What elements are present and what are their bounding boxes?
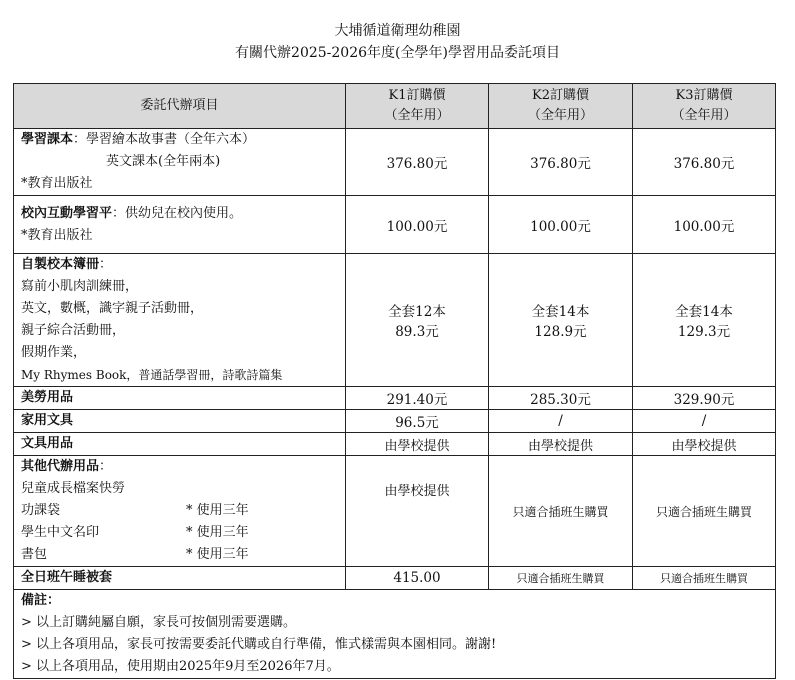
notes-row	[14, 590, 776, 679]
school-name: 大埔循道衛理幼稚園	[334, 23, 461, 39]
home-k3: /	[633, 410, 776, 433]
school-books-k2-price: 128.9元	[534, 324, 587, 340]
note-2: > 以上各項用品，家長可按需要委託代購或自行準備，惟式樣需與本園相同。謝謝!	[21, 637, 497, 652]
platform-publisher: *教育出版社	[21, 227, 93, 243]
school-books-k3-price: 129.3元	[677, 324, 731, 340]
home-k2: /	[489, 410, 633, 433]
school-books-label: 自製校本簿冊	[21, 257, 100, 272]
header-k3-line1: K3訂購價	[675, 88, 733, 103]
table-row	[14, 387, 776, 410]
platform-k1: 100.00元	[346, 196, 489, 254]
school-books-k1	[346, 254, 489, 387]
other-k2: 只適合插班生購買	[489, 456, 633, 567]
other-schoolbag: 書包	[21, 547, 48, 562]
items-table	[13, 83, 776, 679]
notes-title: 備註	[21, 593, 48, 608]
note-3: > 以上各項用品，使用期由2025年9月至2026年7月。	[21, 659, 340, 674]
platform-cell	[14, 196, 346, 254]
other-k1: 由學校提供	[346, 456, 489, 567]
nap-k1: 415.00	[346, 567, 489, 590]
textbooks-line1: 學習繪本故事書（全年六本）	[86, 132, 256, 147]
table-row	[14, 433, 776, 456]
document-title: 有關代辦2025-2026年度(全學年)學習用品委託項目	[235, 45, 560, 61]
other-label: 其他代辦用品	[21, 459, 100, 474]
other-name-note: * 使用三年	[186, 525, 249, 540]
school-books-k1-set: 全套12本	[388, 304, 446, 320]
other-schoolbag-note: * 使用三年	[186, 547, 249, 562]
other-k3: 只適合插班生購買	[633, 456, 776, 567]
home-k1: 96.5元	[346, 410, 489, 433]
platform-label: 校內互動學習平	[21, 205, 113, 221]
header-k2	[489, 84, 633, 129]
textbooks-colon: ：	[73, 132, 87, 147]
stationery-k3: 由學校提供	[633, 433, 776, 456]
other-cell	[14, 456, 346, 567]
stationery-k1: 由學校提供	[346, 433, 489, 456]
other-name-stamp: 學生中文名印	[21, 525, 100, 540]
art-label: 美勞用品	[14, 387, 346, 410]
textbooks-label: 學習課本	[21, 132, 74, 147]
textbooks-line2: 英文課本(全年兩本)	[106, 154, 221, 169]
stationery-k2: 由學校提供	[489, 433, 633, 456]
header-k3-line2: （全年用）	[671, 108, 737, 123]
nap-k3: 只適合插班生購買	[633, 567, 776, 590]
school-books-line3: 親子綜合活動冊，	[21, 323, 126, 338]
art-k2: 285.30元	[489, 387, 633, 410]
textbooks-publisher: *教育出版社	[21, 176, 93, 191]
school-books-line1: 寫前小肌肉訓練冊，	[21, 279, 139, 294]
school-books-k2	[489, 254, 633, 387]
other-colon: ：	[99, 459, 113, 474]
header-k2-line1: K2訂購價	[532, 88, 589, 103]
header-k1-line1: K1訂購價	[388, 88, 446, 103]
school-books-k2-set: 全套14本	[531, 304, 590, 320]
table-header	[14, 84, 776, 129]
platform-k2: 100.00元	[489, 196, 633, 254]
textbooks-k3: 376.80元	[633, 129, 776, 196]
table-row	[14, 254, 776, 387]
notes-colon: ：	[47, 593, 61, 608]
school-books-cell	[14, 254, 346, 387]
table-row	[14, 410, 776, 433]
school-books-line4: 假期作業，	[21, 345, 87, 360]
school-books-k3	[633, 254, 776, 387]
table-row	[14, 456, 776, 567]
header-k1	[346, 84, 489, 129]
platform-text: ：供幼兒在校內使用。	[112, 205, 243, 221]
textbooks-cell	[14, 129, 346, 196]
other-bag: 功課袋	[21, 503, 61, 518]
art-k1: 291.40元	[346, 387, 489, 410]
nap-k2: 只適合插班生購買	[489, 567, 633, 590]
note-1: > 以上訂購純屬自願，家長可按個別需要選購。	[21, 615, 297, 630]
notes-cell	[14, 590, 776, 679]
other-line1: 兒童成長檔案快勞	[21, 481, 126, 496]
platform-k3: 100.00元	[633, 196, 776, 254]
table-row	[14, 129, 776, 196]
school-books-k3-set: 全套14本	[675, 304, 733, 320]
home-label: 家用文具	[14, 410, 346, 433]
school-books-colon: ：	[99, 257, 113, 272]
other-bag-note: * 使用三年	[186, 503, 249, 518]
header-item: 委託代辦項目	[14, 84, 346, 129]
header-k2-line2: （全年用）	[527, 108, 593, 123]
header-k1-line2: （全年用）	[384, 108, 450, 123]
header-k3	[633, 84, 776, 129]
table-row	[14, 567, 776, 590]
table-row	[14, 196, 776, 254]
nap-label: 全日班午睡被套	[14, 567, 346, 590]
stationery-label: 文具用品	[14, 433, 346, 456]
school-books-k1-price: 89.3元	[395, 324, 439, 340]
art-k3: 329.90元	[633, 387, 776, 410]
textbooks-k2: 376.80元	[489, 129, 633, 196]
school-books-line5: My Rhymes Book，普通話學習冊，詩歌詩篇集	[21, 368, 283, 382]
school-books-line2: 英文，數概，識字親子活動冊，	[21, 301, 204, 316]
textbooks-k1: 376.80元	[346, 129, 489, 196]
